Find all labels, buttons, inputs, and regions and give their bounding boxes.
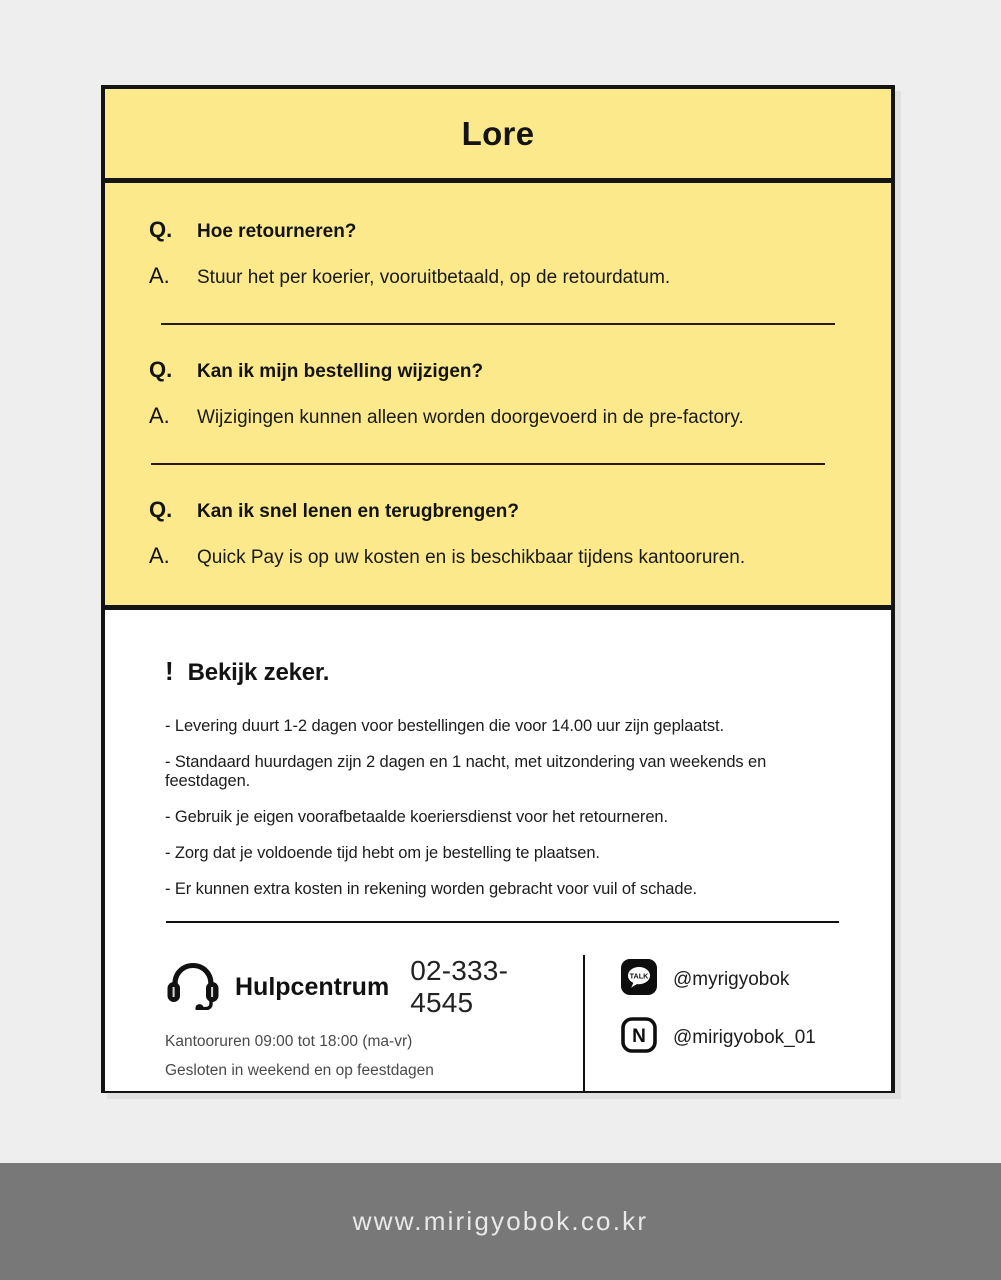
naver-handle[interactable]: @mirigyobok_01	[673, 1026, 816, 1048]
footer-bar	[0, 1163, 1001, 1280]
faq-panel	[105, 183, 891, 610]
faq-question-row	[149, 217, 847, 243]
answer-text: Stuur het per koerier, vooruitbetaald, op de retourdatum.	[197, 267, 671, 288]
help-center-label: Hulpcentrum	[235, 972, 390, 1001]
naver-icon[interactable]	[621, 1017, 657, 1058]
social-block	[583, 955, 816, 1091]
kakaotalk-icon[interactable]	[621, 959, 657, 1000]
faq-answer-row	[149, 543, 847, 569]
faq-answer-row	[149, 403, 847, 429]
faq-answer-row	[149, 263, 847, 289]
question-text: Kan ik mijn bestelling wijzigen?	[197, 361, 484, 382]
notice-list	[165, 717, 843, 899]
faq-item	[149, 357, 847, 429]
faq-separator	[161, 323, 835, 325]
notice-title: Bekijk zeker.	[187, 659, 330, 686]
notice-item: - Gebruik je eigen voorafbetaalde koeriersdienst voor het retourneren.	[165, 808, 668, 826]
kakaotalk-handle[interactable]: @myrigyobok	[673, 968, 790, 990]
contact-phone-block	[165, 955, 583, 1091]
card-header	[105, 89, 891, 183]
notice-heading	[165, 656, 843, 687]
contact-section	[165, 923, 843, 1091]
exclamation-icon: !	[165, 656, 174, 686]
notice-item: - Zorg dat je voldoende tijd hebt om je bestelling te plaatsen.	[165, 844, 600, 862]
notice-panel	[105, 610, 891, 1091]
info-card	[101, 85, 895, 1093]
faq-item	[149, 217, 847, 289]
website-url[interactable]: www.mirigyobok.co.kr	[352, 1206, 649, 1236]
answer-text: Quick Pay is op uw kosten en is beschikbaar tijdens kantooruren.	[197, 547, 746, 568]
question-marker: Q.	[149, 497, 173, 522]
notice-item: - Levering duurt 1-2 dagen voor bestellingen die voor 14.00 uur zijn geplaatst.	[165, 717, 724, 735]
question-text: Hoe retourneren?	[197, 221, 357, 242]
faq-separator	[151, 463, 825, 465]
office-hours: Kantooruren 09:00 tot 18:00 (ma-vr)	[165, 1033, 413, 1050]
page-title: Lore	[461, 114, 535, 152]
faq-question-row	[149, 357, 847, 383]
answer-text: Wijzigingen kunnen alleen worden doorgevoerd in de pre-factory.	[197, 407, 744, 428]
answer-marker: A.	[149, 543, 170, 568]
faq-question-row	[149, 497, 847, 523]
faq-item	[149, 497, 847, 569]
social-row-kakaotalk[interactable]	[621, 959, 816, 1000]
answer-marker: A.	[149, 263, 170, 288]
headset-icon	[165, 960, 221, 1015]
closed-days: Gesloten in weekend en op feestdagen	[165, 1062, 434, 1079]
svg-text:N: N	[632, 1026, 646, 1048]
help-center-phone: 02-333-4545	[410, 955, 509, 1018]
question-text: Kan ik snel lenen en terugbrengen?	[197, 501, 520, 522]
svg-text:TALK: TALK	[629, 971, 649, 981]
answer-marker: A.	[149, 403, 170, 428]
question-marker: Q.	[149, 357, 173, 382]
notice-item: - Er kunnen extra kosten in rekening worden gebracht voor vuil of schade.	[165, 880, 698, 898]
help-center-row	[165, 955, 559, 1019]
question-marker: Q.	[149, 217, 173, 242]
notice-item: - Standaard huurdagen zijn 2 dagen en 1 nacht, met uitzondering van weekends en feestdagen.	[165, 753, 767, 790]
social-row-naver[interactable]	[621, 1017, 816, 1058]
